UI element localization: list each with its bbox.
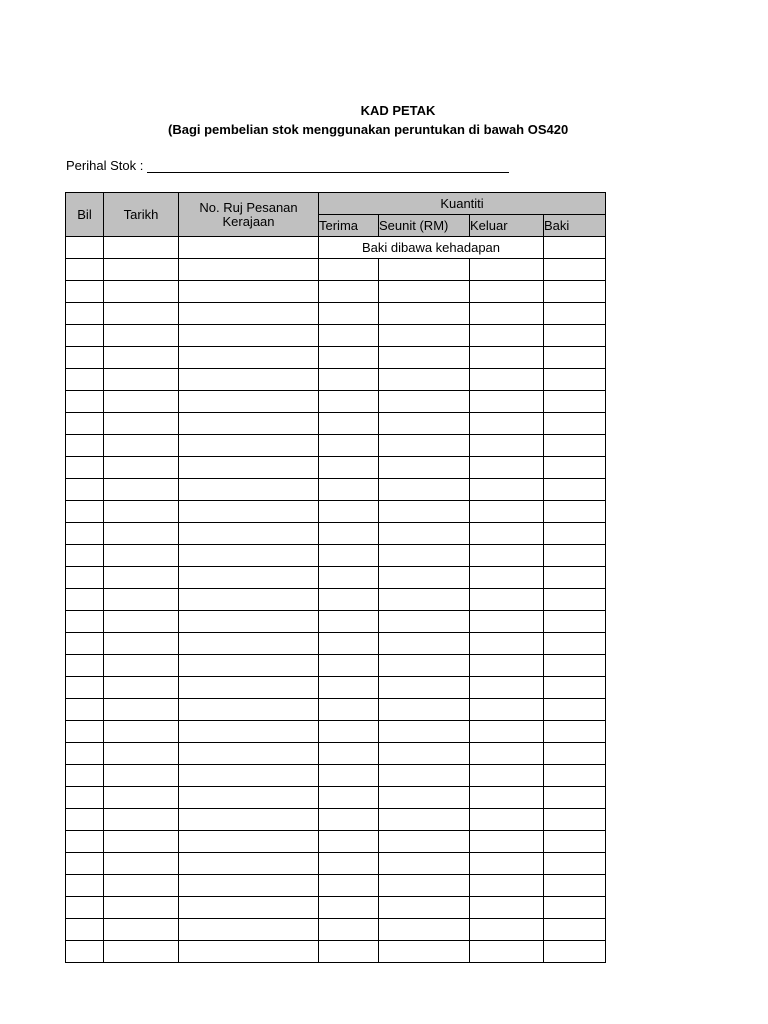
table-cell[interactable] — [66, 391, 104, 413]
table-cell[interactable] — [104, 457, 179, 479]
table-cell[interactable] — [544, 677, 606, 699]
table-row — [66, 787, 606, 809]
table-cell[interactable] — [379, 391, 470, 413]
document-subtitle: (Bagi pembelian stok menggunakan peruntukan di bawah OS420 — [168, 122, 569, 137]
table-cell[interactable] — [470, 303, 544, 325]
table-cell[interactable] — [104, 853, 179, 875]
table-cell[interactable] — [66, 875, 104, 897]
table-cell[interactable] — [544, 347, 606, 369]
table-cell[interactable] — [179, 545, 319, 567]
table-cell[interactable] — [104, 699, 179, 721]
table-cell[interactable] — [66, 919, 104, 941]
table-cell[interactable] — [379, 919, 470, 941]
table-cell[interactable] — [179, 523, 319, 545]
table-cell[interactable] — [179, 655, 319, 677]
table-cell[interactable] — [179, 919, 319, 941]
table-cell[interactable] — [470, 281, 544, 303]
table-row — [66, 897, 606, 919]
table-cell[interactable] — [104, 281, 179, 303]
table-cell[interactable] — [104, 259, 179, 281]
table-cell[interactable] — [66, 479, 104, 501]
table-cell[interactable] — [544, 919, 606, 941]
table-cell[interactable] — [470, 391, 544, 413]
table-cell[interactable] — [179, 281, 319, 303]
table-cell[interactable] — [544, 765, 606, 787]
table-cell[interactable] — [104, 809, 179, 831]
table-cell[interactable] — [104, 347, 179, 369]
table-cell[interactable] — [319, 875, 379, 897]
table-cell[interactable] — [470, 765, 544, 787]
table-cell[interactable] — [544, 699, 606, 721]
header-bil: Bil — [66, 193, 104, 237]
table-cell[interactable] — [470, 611, 544, 633]
table-cell[interactable] — [179, 237, 319, 259]
table-cell[interactable] — [544, 479, 606, 501]
table-row — [66, 369, 606, 391]
table-cell[interactable] — [319, 567, 379, 589]
table-cell[interactable] — [379, 325, 470, 347]
table-row — [66, 853, 606, 875]
table-cell[interactable] — [104, 765, 179, 787]
table-cell[interactable] — [319, 897, 379, 919]
table-cell[interactable] — [544, 589, 606, 611]
table-cell[interactable] — [66, 941, 104, 963]
table-cell[interactable] — [379, 809, 470, 831]
table-cell[interactable] — [319, 545, 379, 567]
table-cell[interactable] — [470, 721, 544, 743]
table-cell[interactable] — [544, 391, 606, 413]
table-cell[interactable] — [319, 809, 379, 831]
header-seunit: Seunit (RM) — [379, 215, 470, 237]
table-cell[interactable] — [66, 765, 104, 787]
table-row — [66, 523, 606, 545]
table-cell[interactable] — [544, 369, 606, 391]
table-cell[interactable] — [470, 435, 544, 457]
table-cell[interactable] — [179, 611, 319, 633]
table-cell[interactable] — [179, 589, 319, 611]
table-cell[interactable] — [66, 259, 104, 281]
table-cell[interactable] — [66, 743, 104, 765]
table-cell[interactable] — [379, 941, 470, 963]
table-cell[interactable] — [66, 501, 104, 523]
table-cell[interactable] — [104, 611, 179, 633]
table-row — [66, 589, 606, 611]
table-row — [66, 743, 606, 765]
table-cell[interactable] — [319, 479, 379, 501]
table-cell[interactable] — [544, 435, 606, 457]
table-cell[interactable] — [66, 721, 104, 743]
table-cell[interactable] — [179, 831, 319, 853]
table-cell[interactable] — [104, 831, 179, 853]
table-cell[interactable] — [470, 787, 544, 809]
table-cell[interactable] — [470, 347, 544, 369]
table-cell[interactable] — [104, 523, 179, 545]
table-cell[interactable] — [544, 545, 606, 567]
table-cell[interactable] — [544, 853, 606, 875]
table-cell[interactable] — [379, 875, 470, 897]
table-row — [66, 941, 606, 963]
table-body — [66, 237, 606, 963]
table-cell[interactable] — [544, 875, 606, 897]
table-cell[interactable] — [104, 743, 179, 765]
table-cell[interactable] — [379, 347, 470, 369]
table-cell[interactable] — [544, 743, 606, 765]
table-cell[interactable] — [470, 413, 544, 435]
table-cell[interactable] — [379, 567, 470, 589]
perihal-stok-field — [66, 158, 509, 173]
header-no-ruj-pesanan: No. Ruj Pesanan Kerajaan — [179, 193, 319, 237]
table-cell[interactable] — [179, 809, 319, 831]
table-cell[interactable] — [319, 743, 379, 765]
table-cell[interactable] — [470, 523, 544, 545]
table-cell[interactable] — [544, 259, 606, 281]
table-cell[interactable] — [66, 897, 104, 919]
table-cell[interactable] — [319, 303, 379, 325]
table-cell[interactable] — [319, 699, 379, 721]
table-cell[interactable] — [379, 259, 470, 281]
table-cell[interactable] — [66, 325, 104, 347]
header-kuantiti: Kuantiti — [319, 193, 606, 215]
table-cell[interactable] — [379, 435, 470, 457]
table-cell[interactable] — [470, 259, 544, 281]
table-cell[interactable] — [379, 853, 470, 875]
table-cell[interactable] — [319, 677, 379, 699]
table-cell[interactable] — [470, 545, 544, 567]
table-cell[interactable] — [319, 787, 379, 809]
table-cell[interactable] — [319, 853, 379, 875]
perihal-stok-blank-line — [147, 158, 509, 173]
table-cell[interactable] — [470, 831, 544, 853]
table-cell[interactable] — [544, 457, 606, 479]
table-cell[interactable] — [319, 721, 379, 743]
table-cell[interactable] — [319, 501, 379, 523]
table-cell[interactable] — [179, 875, 319, 897]
table-cell[interactable] — [319, 765, 379, 787]
table-cell[interactable] — [544, 831, 606, 853]
table-cell[interactable] — [470, 479, 544, 501]
table-cell[interactable] — [179, 413, 319, 435]
table-cell[interactable] — [470, 897, 544, 919]
table-row — [66, 831, 606, 853]
table-cell[interactable] — [379, 501, 470, 523]
table-cell[interactable] — [544, 567, 606, 589]
table-cell[interactable] — [379, 281, 470, 303]
table-cell[interactable] — [544, 721, 606, 743]
table-cell[interactable] — [179, 743, 319, 765]
table-cell[interactable] — [470, 699, 544, 721]
table-cell[interactable] — [104, 589, 179, 611]
table-cell[interactable] — [470, 743, 544, 765]
table-row — [66, 413, 606, 435]
perihal-stok-label: Perihal Stok : — [66, 158, 144, 173]
table-cell[interactable] — [544, 523, 606, 545]
table-cell[interactable] — [470, 875, 544, 897]
table-cell[interactable] — [470, 919, 544, 941]
table-cell[interactable] — [319, 457, 379, 479]
table-cell[interactable] — [104, 919, 179, 941]
table-cell[interactable] — [66, 369, 104, 391]
table-cell[interactable] — [319, 831, 379, 853]
table-cell[interactable] — [179, 897, 319, 919]
table-cell[interactable] — [179, 633, 319, 655]
table-cell[interactable] — [66, 523, 104, 545]
header-baki: Baki — [544, 215, 606, 237]
table-cell[interactable] — [66, 611, 104, 633]
table-cell[interactable] — [379, 677, 470, 699]
table-cell[interactable] — [470, 809, 544, 831]
table-cell[interactable] — [544, 941, 606, 963]
table-cell[interactable] — [379, 611, 470, 633]
document-title: KAD PETAK — [360, 103, 436, 118]
stock-card-table — [65, 192, 606, 963]
table-cell[interactable] — [66, 545, 104, 567]
carry-forward-row — [66, 237, 606, 259]
table-row — [66, 919, 606, 941]
table-cell[interactable] — [104, 369, 179, 391]
table-cell[interactable] — [470, 853, 544, 875]
table-cell[interactable] — [179, 457, 319, 479]
table-cell[interactable] — [179, 765, 319, 787]
table-cell[interactable] — [104, 237, 179, 259]
table-cell[interactable] — [179, 699, 319, 721]
table-cell[interactable] — [470, 501, 544, 523]
table-cell[interactable] — [379, 303, 470, 325]
table-row — [66, 259, 606, 281]
table-cell[interactable] — [544, 787, 606, 809]
table-cell[interactable] — [470, 567, 544, 589]
table-cell[interactable] — [470, 633, 544, 655]
table-cell[interactable] — [379, 721, 470, 743]
table-cell[interactable] — [179, 479, 319, 501]
table-row — [66, 281, 606, 303]
table-cell[interactable] — [379, 699, 470, 721]
table-row — [66, 809, 606, 831]
table-cell[interactable] — [379, 787, 470, 809]
table-cell[interactable] — [104, 787, 179, 809]
table-cell[interactable] — [179, 677, 319, 699]
table-cell[interactable] — [470, 941, 544, 963]
table-cell[interactable] — [179, 501, 319, 523]
table-cell[interactable] — [470, 589, 544, 611]
table-cell[interactable] — [544, 897, 606, 919]
table-cell[interactable] — [544, 655, 606, 677]
header-keluar: Keluar — [470, 215, 544, 237]
table-cell[interactable] — [379, 831, 470, 853]
table-cell[interactable] — [179, 853, 319, 875]
table-cell[interactable] — [66, 589, 104, 611]
table-cell[interactable] — [179, 567, 319, 589]
table-cell[interactable] — [179, 325, 319, 347]
table-cell[interactable] — [319, 919, 379, 941]
table-cell[interactable] — [66, 413, 104, 435]
table-cell[interactable] — [179, 259, 319, 281]
table-row — [66, 875, 606, 897]
table-cell[interactable] — [66, 809, 104, 831]
table-row — [66, 391, 606, 413]
table-cell[interactable] — [66, 567, 104, 589]
table-cell[interactable] — [379, 655, 470, 677]
header-terima: Terima — [319, 215, 379, 237]
table-row — [66, 545, 606, 567]
table-cell[interactable] — [319, 611, 379, 633]
table-cell[interactable] — [179, 347, 319, 369]
table-cell[interactable] — [179, 391, 319, 413]
table-cell[interactable] — [544, 303, 606, 325]
table-cell[interactable] — [379, 633, 470, 655]
table-row — [66, 699, 606, 721]
table-cell[interactable] — [179, 787, 319, 809]
table-cell[interactable] — [319, 325, 379, 347]
table-cell[interactable] — [104, 479, 179, 501]
table-cell[interactable] — [179, 369, 319, 391]
table-cell[interactable] — [379, 765, 470, 787]
table-cell[interactable] — [104, 875, 179, 897]
table-cell[interactable] — [179, 941, 319, 963]
table-cell[interactable] — [104, 633, 179, 655]
table-cell[interactable] — [104, 655, 179, 677]
table-cell[interactable] — [379, 369, 470, 391]
table-cell[interactable] — [104, 413, 179, 435]
table-cell[interactable] — [179, 303, 319, 325]
table-cell[interactable] — [179, 721, 319, 743]
table-cell[interactable] — [470, 369, 544, 391]
table-cell[interactable] — [544, 809, 606, 831]
table-cell[interactable] — [319, 259, 379, 281]
table-cell[interactable] — [319, 435, 379, 457]
table-row — [66, 611, 606, 633]
table-cell[interactable] — [104, 897, 179, 919]
table-cell[interactable] — [379, 479, 470, 501]
table-cell[interactable] — [319, 523, 379, 545]
table-cell[interactable] — [104, 325, 179, 347]
table-cell[interactable] — [379, 545, 470, 567]
table-cell[interactable] — [319, 941, 379, 963]
table-row — [66, 655, 606, 677]
table-cell[interactable] — [544, 237, 606, 259]
table-row — [66, 457, 606, 479]
table-cell[interactable] — [66, 831, 104, 853]
table-cell[interactable] — [470, 325, 544, 347]
table-cell[interactable] — [104, 303, 179, 325]
table-cell[interactable] — [66, 281, 104, 303]
table-row — [66, 325, 606, 347]
header-tarikh: Tarikh — [104, 193, 179, 237]
table-cell[interactable] — [66, 457, 104, 479]
table-cell[interactable] — [470, 457, 544, 479]
table-row — [66, 567, 606, 589]
table-cell[interactable] — [104, 721, 179, 743]
table-cell[interactable] — [66, 303, 104, 325]
table-cell[interactable] — [470, 677, 544, 699]
table-cell[interactable] — [66, 347, 104, 369]
table-row — [66, 765, 606, 787]
table-cell[interactable] — [319, 413, 379, 435]
table-row — [66, 347, 606, 369]
table-cell[interactable] — [379, 897, 470, 919]
table-cell[interactable] — [544, 413, 606, 435]
table-cell[interactable] — [319, 633, 379, 655]
carry-forward-label: Baki dibawa kehadapan — [319, 237, 544, 259]
table-cell[interactable] — [544, 611, 606, 633]
table-cell[interactable] — [66, 699, 104, 721]
table-cell[interactable] — [66, 435, 104, 457]
table-cell[interactable] — [104, 435, 179, 457]
table-cell[interactable] — [104, 567, 179, 589]
table-cell[interactable] — [379, 743, 470, 765]
table-cell[interactable] — [66, 237, 104, 259]
table-cell[interactable] — [66, 787, 104, 809]
table-cell[interactable] — [104, 677, 179, 699]
table-cell[interactable] — [379, 523, 470, 545]
table-row — [66, 677, 606, 699]
table-row — [66, 479, 606, 501]
table-cell[interactable] — [104, 941, 179, 963]
table-cell[interactable] — [379, 413, 470, 435]
table-cell[interactable] — [319, 589, 379, 611]
table-cell[interactable] — [104, 501, 179, 523]
table-cell[interactable] — [319, 655, 379, 677]
table-cell[interactable] — [544, 633, 606, 655]
table-cell[interactable] — [544, 501, 606, 523]
table-cell[interactable] — [319, 369, 379, 391]
table-cell[interactable] — [66, 677, 104, 699]
table-row — [66, 721, 606, 743]
table-row — [66, 633, 606, 655]
table-cell[interactable] — [66, 655, 104, 677]
table-cell[interactable] — [379, 589, 470, 611]
table-cell[interactable] — [104, 545, 179, 567]
table-cell[interactable] — [470, 655, 544, 677]
table-cell[interactable] — [319, 391, 379, 413]
table-cell[interactable] — [104, 391, 179, 413]
table-cell[interactable] — [319, 281, 379, 303]
table-cell[interactable] — [319, 347, 379, 369]
table-cell[interactable] — [179, 435, 319, 457]
table-row — [66, 303, 606, 325]
table-cell[interactable] — [66, 853, 104, 875]
table-cell[interactable] — [544, 325, 606, 347]
table-row — [66, 435, 606, 457]
table-cell[interactable] — [379, 457, 470, 479]
table-cell[interactable] — [544, 281, 606, 303]
table-row — [66, 501, 606, 523]
table-cell[interactable] — [66, 633, 104, 655]
